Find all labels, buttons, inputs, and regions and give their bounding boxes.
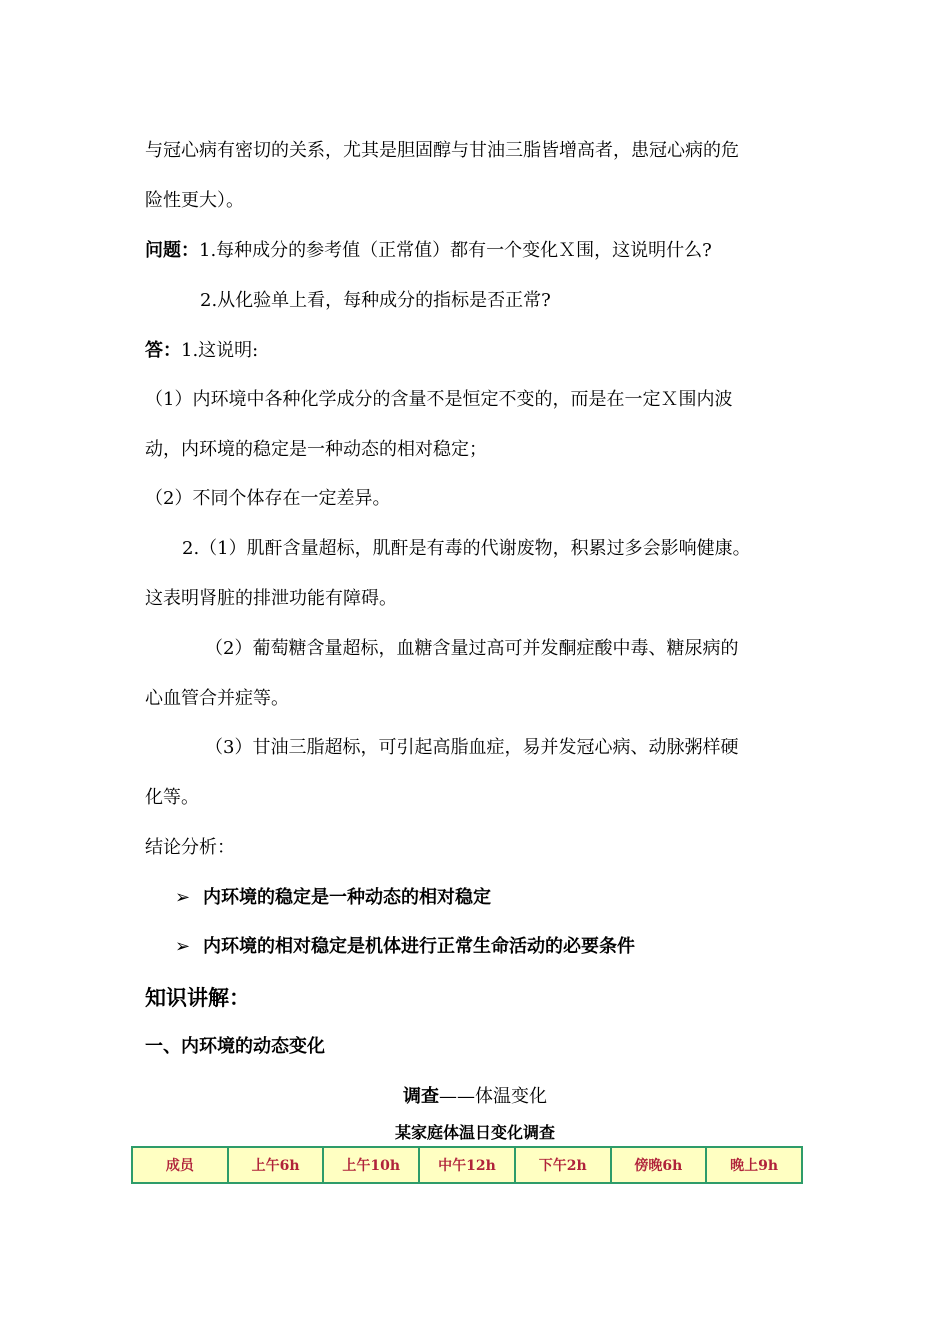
- answer-2-3b: 化等。: [145, 787, 199, 808]
- answer-2-2a: （2）葡萄糖含量超标，血糖含量过高可并发酮症酸中毒、糖尿病的: [205, 638, 739, 659]
- header-cell-6am: 上午6h: [228, 1147, 324, 1183]
- temperature-table: [131, 1146, 803, 1184]
- subsection-heading: 一、内环境的动态变化: [145, 1036, 325, 1057]
- answer-point-1a: （1）内环境中各种化学成分的含量不是恒定不变的，而是在一定Ｘ围内波: [145, 389, 733, 410]
- bullet-arrow-icon: ➢: [175, 936, 191, 957]
- bullet-arrow-icon: ➢: [175, 887, 191, 908]
- section-heading: 知识讲解：: [145, 986, 250, 1010]
- header-cell-10am: 上午10h: [323, 1147, 419, 1183]
- answer-point-2: （2）不同个体存在一定差异。: [145, 488, 391, 509]
- answer-label: 答：: [145, 340, 181, 361]
- header-cell-member: 成员: [132, 1147, 228, 1183]
- paragraph-line: 与冠心病有密切的关系，尤其是胆固醇与甘油三脂皆增高者，患冠心病的危: [145, 140, 739, 161]
- bullet-text: 内环境的稳定是一种动态的相对稳定: [203, 887, 491, 908]
- question-2-text: 2.从化验单上看，每种成分的指标是否正常?: [200, 290, 551, 311]
- question-label: 问题：: [145, 240, 199, 261]
- header-cell-2pm: 下午2h: [515, 1147, 611, 1183]
- question-line-1: [145, 239, 712, 263]
- answer-2-1a: 2.（1）肌酐含量超标，肌酐是有毒的代谢废物，积累过多会影响健康。: [182, 538, 751, 559]
- conclusion-bullet-2: [175, 935, 635, 959]
- paragraph-line: 险性更大）。: [145, 190, 244, 211]
- answer-1-text: 1.这说明:: [181, 340, 259, 361]
- answer-2-2b: 心血管合并症等。: [145, 688, 289, 709]
- conclusion-bullet-1: [175, 886, 491, 910]
- answer-2-1b: 这表明肾脏的排泄功能有障碍。: [145, 588, 397, 609]
- answer-2-3a: （3）甘油三脂超标，可引起高脂血症，易并发冠心病、动脉粥样硬: [205, 737, 739, 758]
- header-cell-9pm: 晚上9h: [706, 1147, 802, 1183]
- survey-title: [0, 1085, 950, 1109]
- question-1-text: 1.每种成分的参考值（正常值）都有一个变化Ｘ围，这说明什么?: [199, 240, 712, 261]
- header-cell-6pm: 傍晚6h: [611, 1147, 707, 1183]
- answer-line-1: [145, 339, 258, 363]
- bullet-text: 内环境的相对稳定是机体进行正常生命活动的必要条件: [203, 936, 635, 957]
- header-cell-noon: 中午12h: [419, 1147, 515, 1183]
- survey-title-bold: 调查: [403, 1086, 439, 1107]
- survey-title-rest: ——体温变化: [439, 1086, 547, 1107]
- conclusion-label: 结论分析：: [145, 837, 235, 858]
- table-header-row: [132, 1147, 802, 1183]
- table-title: 某家庭体温日变化调查: [394, 1123, 555, 1142]
- answer-point-1b: 动，内环境的稳定是一种动态的相对稳定；: [145, 439, 487, 460]
